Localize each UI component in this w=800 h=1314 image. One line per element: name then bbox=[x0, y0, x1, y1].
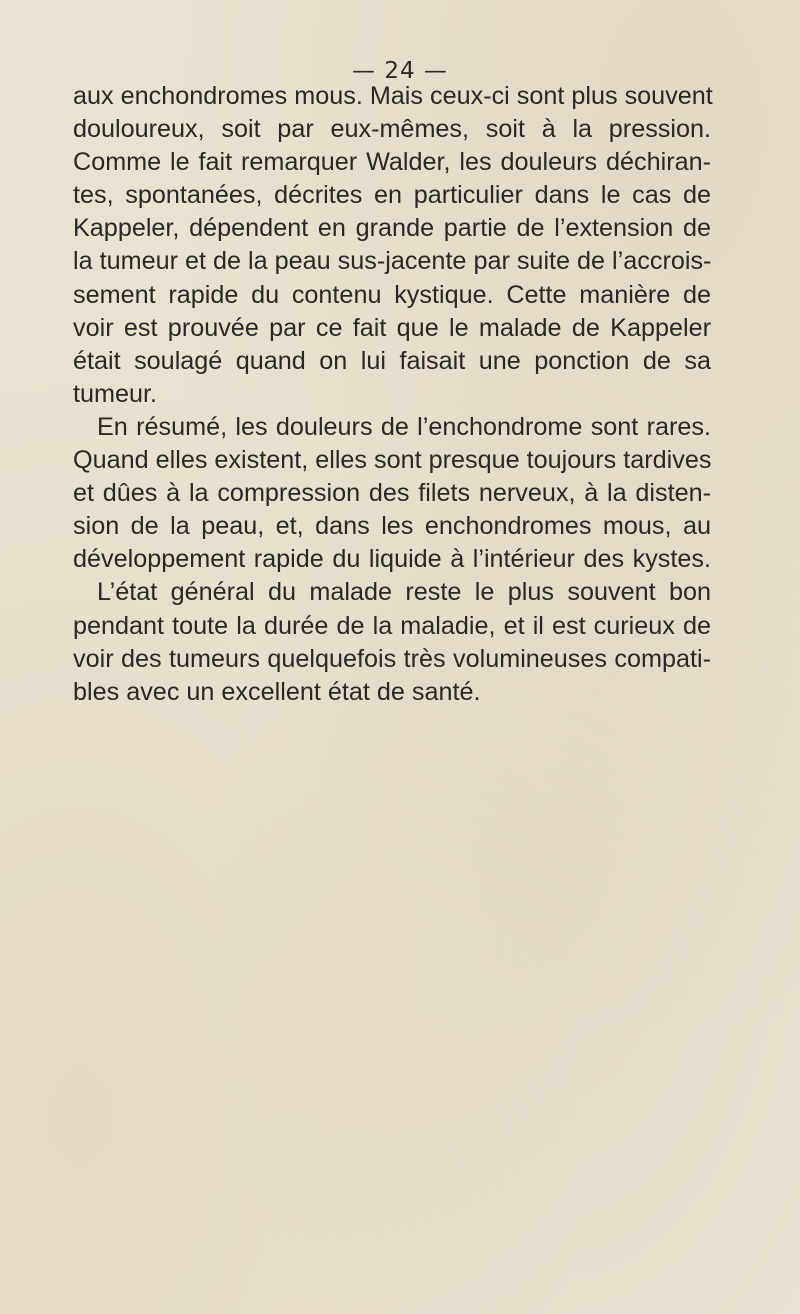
text-line: sion de la peau, et, dans les enchondromes mous, au bbox=[73, 512, 711, 541]
text-line: bles avec un excellent état de santé. bbox=[73, 677, 481, 706]
page-number: — 24 — bbox=[352, 58, 448, 84]
text-line: aux enchondromes mous. Mais ceux-ci sont plus souvent bbox=[73, 82, 713, 110]
text-line: voir est prouvée par ce fait que le malade de Kappeler bbox=[73, 313, 711, 342]
text-line: et dûes à la compression des filets nerveux, à la disten- bbox=[73, 479, 711, 508]
body-text bbox=[73, 80, 711, 709]
text-line: douloureux, soit par eux-mêmes, soit à la pression. bbox=[73, 115, 711, 144]
text-line: En résumé, les douleurs de l’enchondrome sont rares. bbox=[97, 412, 711, 441]
text-line: voir des tumeurs quelquefois très volumineuses compati- bbox=[73, 644, 711, 673]
text-line: tumeur. bbox=[73, 379, 157, 408]
text-line: Kappeler, dépendent en grande partie de l’extension de bbox=[73, 214, 711, 243]
text-line: développement rapide du liquide à l’intérieur des kystes. bbox=[73, 545, 711, 574]
text-line: L’état général du malade reste le plus souvent bon bbox=[97, 578, 711, 607]
text-line: Quand elles existent, elles sont presque toujours tardives bbox=[73, 446, 712, 475]
text-line: la tumeur et de la peau sus-jacente par suite de l’accrois- bbox=[73, 247, 712, 276]
text-line: sement rapide du contenu kystique. Cette manière de bbox=[73, 280, 711, 309]
text-line: Comme le fait remarquer Walder, les douleurs déchiran- bbox=[73, 148, 711, 177]
text-line: pendant toute la durée de la maladie, et il est curieux de bbox=[73, 611, 711, 640]
text-line: était soulagé quand on lui faisait une ponction de sa bbox=[73, 346, 711, 375]
text-line: tes, spontanées, décrites en particulier dans le cas de bbox=[73, 181, 711, 210]
